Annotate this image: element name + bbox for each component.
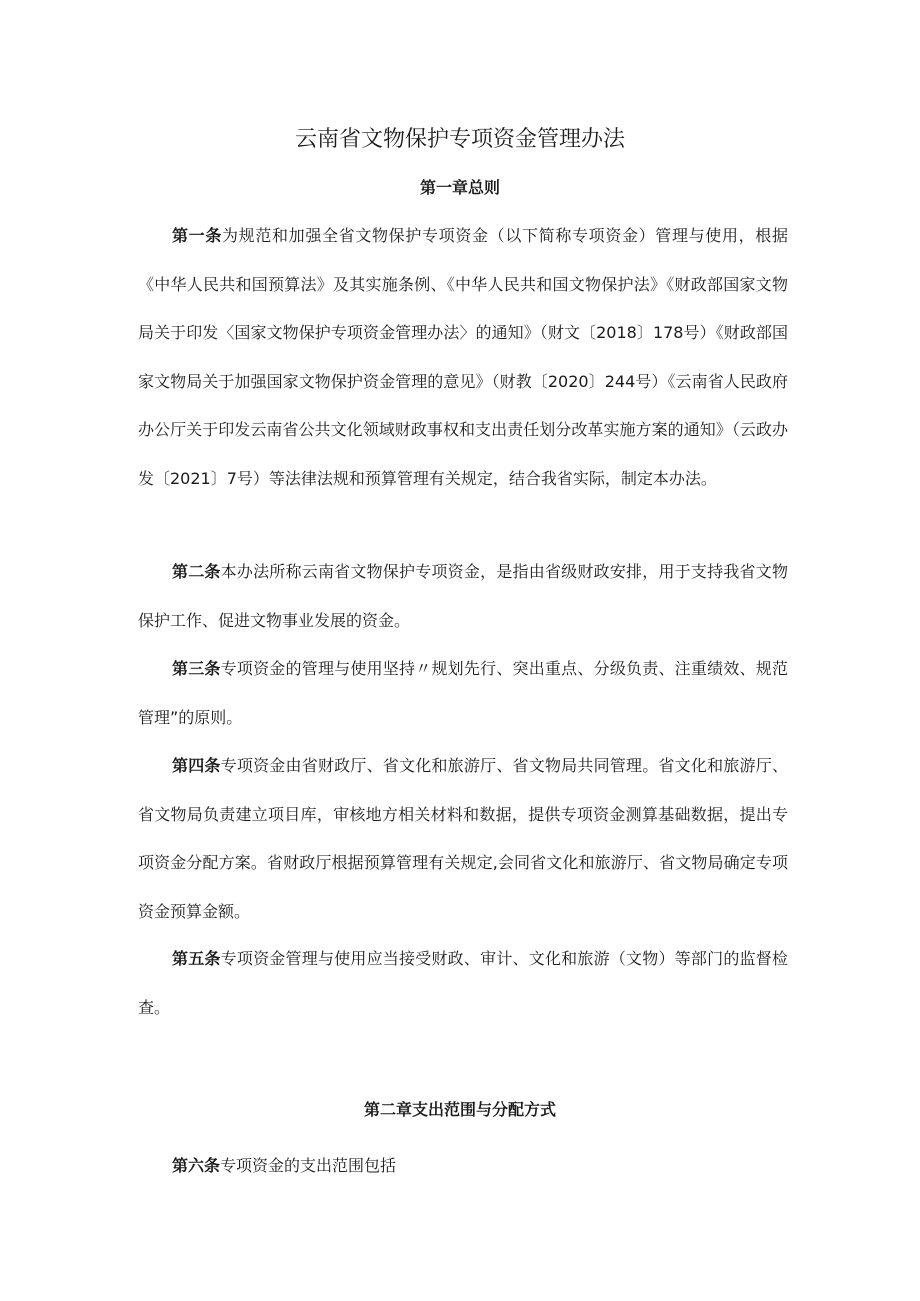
article-3 [138,645,788,742]
article-text: 专项资金由省财政厅、省文化和旅游厅、省文物局共同管理。省文化和旅游厅、省文物局负责建立项目库，审核地方相关材料和数据，提供专项资金测算基础数据，提出专项资金分配方案。省财政厅根据预算管理有关规定,会同省文化和旅游厅、省文物局确定专项资金预算金额。 [138,756,788,921]
chapter-heading-2: 第二章支出范围与分配方式 [363,1100,556,1119]
article-text: 专项资金的管理与使用坚持〃规划先行、突出重点、分级负责、注重绩效、规范管理”的原则。 [138,659,788,727]
article-4 [138,742,788,936]
article-label: 第三条 [172,659,221,678]
article-text: 专项资金管理与使用应当接受财政、审计、文化和旅游（文物）等部门的监督检查。 [138,949,788,1017]
article-5 [138,935,788,1032]
chapter-heading-1: 第一章总则 [419,178,500,197]
article-text: 专项资金的支出范围包括 [220,1156,397,1175]
article-label: 第一条 [172,226,222,245]
article-2 [138,548,788,645]
article-text: 本办法所称云南省文物保护专项资金，是指由省级财政安排，用于支持我省文物保护工作、促进文物事业发展的资金。 [138,562,788,630]
article-label: 第五条 [172,949,221,968]
document-title: 云南省文物保护专项资金管理办法 [294,127,625,152]
article-label: 第四条 [172,756,221,775]
article-6 [138,1142,788,1191]
article-1 [138,212,788,504]
article-label: 第二条 [172,562,221,581]
article-text: 为规范和加强全省文物保护专项资金（以下简称专项资金）管理与使用，根据《中华人民共和国预算法》及其实施条例、《中华人民共和国文物保护法》《财政部国家文物局关于印发〈国家文物保护专项资金管理办法〉的通知》（财文〔2018〕178号）《财政部国家文物局关于加强国家文物保护资金管理的意见》（财教〔2020〕244号）《云南省人民政府办公厅关于印发云南省公共文化领域财政事权和支出责任划分改革实施方案的通知》（云政办发〔2021〕7号）等法律法规和预算管理有关规定，结合我省实际，制定本办法。 [138,226,788,488]
article-label: 第六条 [172,1156,221,1175]
